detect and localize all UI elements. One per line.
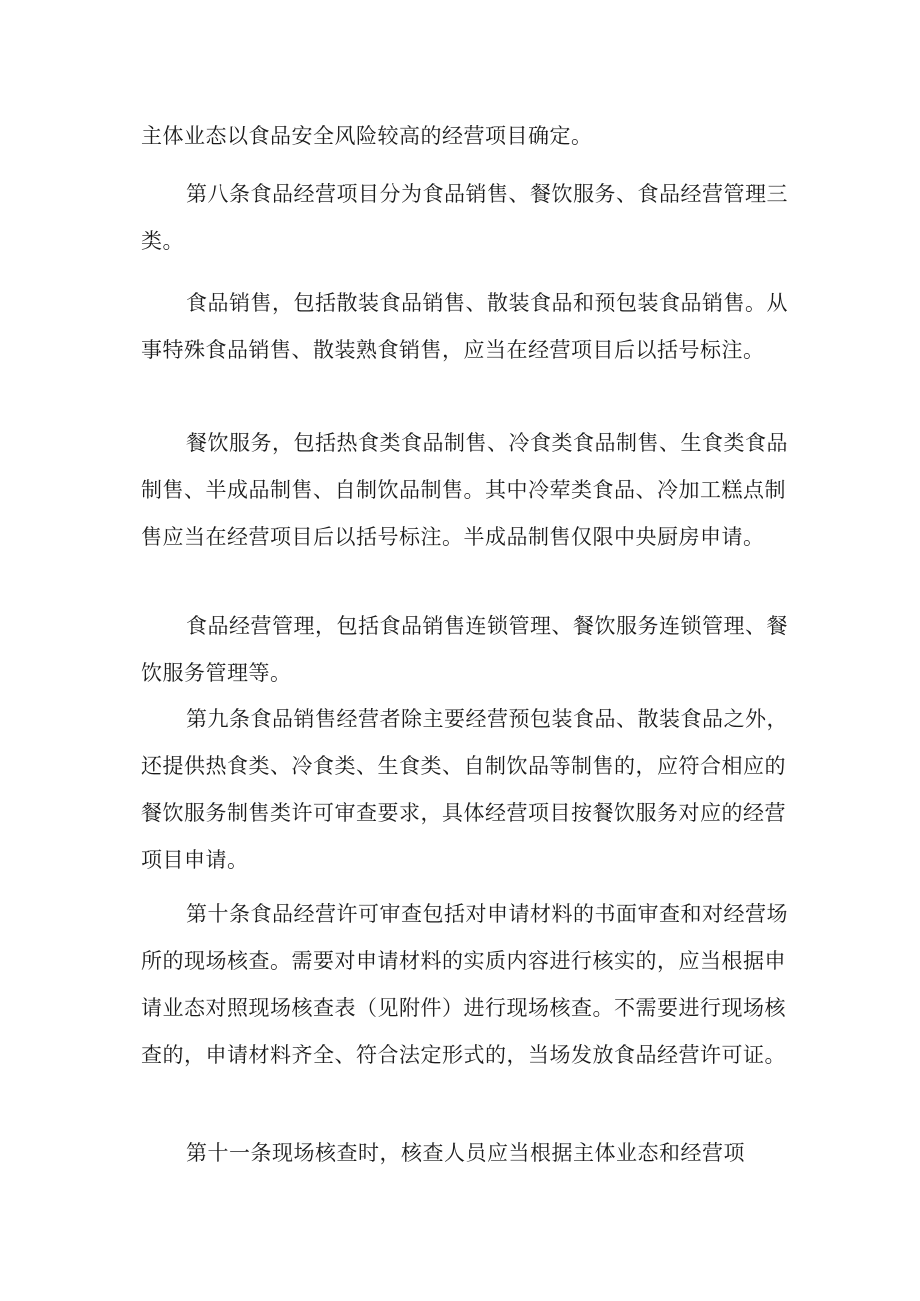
paragraph-catering-services: 餐饮服务，包括热食类食品制售、冷食类食品制售、生食类食品制售、半成品制售、自制饮品制售。其中冷荤类食品、冷加工糕点制售应当在经营项目后以括号标注。半成品制售仅限中央厨房申请。 <box>141 431 788 549</box>
paragraph-food-business-management: 食品经营管理，包括食品销售连锁管理、餐饮服务连锁管理、餐饮服务管理等。 <box>141 614 788 685</box>
paragraph-article-11: 第十一条现场核查时，核查人员应当根据主体业态和经营项 <box>186 1141 745 1165</box>
paragraph-article-9: 第九条食品销售经营者除主要经营预包装食品、散装食品之外，还提供热食类、冷食类、生食类、自制饮品等制售的，应符合相应的餐饮服务制售类许可审查要求，具体经营项目按餐饮服务对应的经营项目申请。 <box>141 707 788 872</box>
paragraph-food-sales: 食品销售，包括散装食品销售、散装食品和预包装食品销售。从事特殊食品销售、散装熟食销售，应当在经营项目后以括号标注。 <box>141 291 788 362</box>
paragraph-article-8: 第八条食品经营项目分为食品销售、餐饮服务、食品经营管理三类。 <box>141 182 788 253</box>
paragraph-article-10: 第十条食品经营许可审查包括对申请材料的书面审查和对经营场所的现场核查。需要对申请材料的实质内容进行核实的，应当根据申请业态对照现场核查表（见附件）进行现场核查。不需要进行现场核查的，申请材料齐全、符合法定形式的，当场发放食品经营许可证。 <box>141 902 788 1067</box>
paragraph-continuation: 主体业态以食品安全风险较高的经营项目确定。 <box>141 124 593 148</box>
